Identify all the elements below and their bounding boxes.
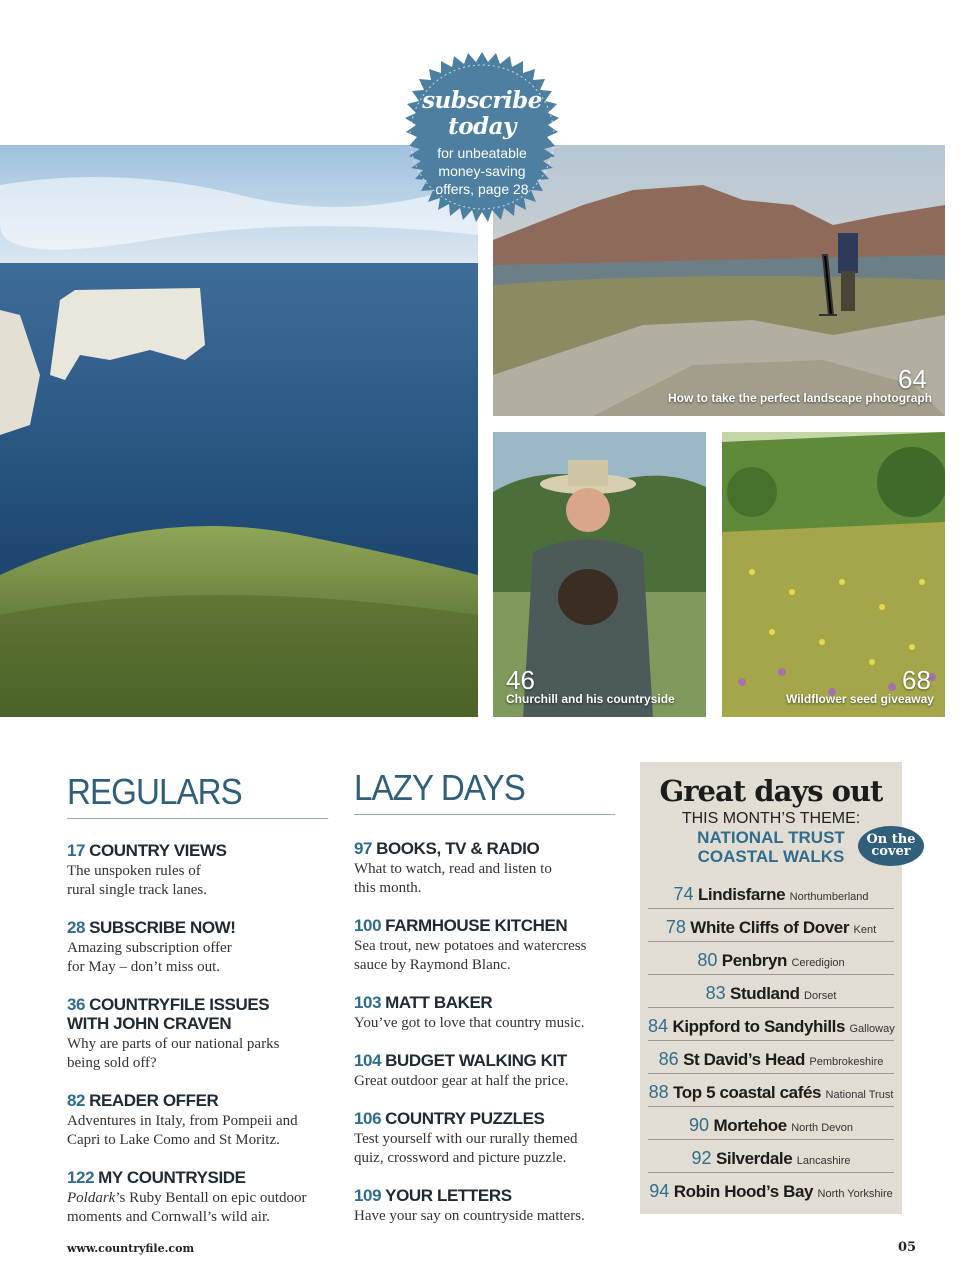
- item-desc-line: quiz, crossword and picture puzzle.: [354, 1150, 567, 1166]
- item-desc-line: this month.: [354, 880, 422, 896]
- walk-number: 80: [697, 950, 718, 970]
- item-desc-line: Sea trout, new potatoes and watercress: [354, 938, 587, 954]
- list-item[interactable]: [354, 1109, 616, 1168]
- badge-sub-1: for unbeatable: [437, 145, 527, 161]
- item-number: 109: [354, 1186, 382, 1205]
- walk-row[interactable]: [648, 1041, 894, 1074]
- churchill-page-number: 46: [506, 665, 535, 695]
- list-item[interactable]: [354, 993, 616, 1033]
- regulars-heading: REGULARS: [67, 772, 328, 819]
- item-number: 100: [354, 916, 382, 935]
- item-title: COUNTRYFILE ISSUES: [89, 995, 270, 1014]
- item-desc-line: What to watch, read and listen to: [354, 861, 552, 877]
- walk-region: Northumberland: [789, 891, 869, 903]
- walk-row[interactable]: [648, 1173, 894, 1205]
- great-days-out-title: Great days out: [659, 774, 883, 808]
- lazy-days-section: [354, 768, 616, 1244]
- item-desc-italic: Poldark: [67, 1190, 116, 1206]
- list-item[interactable]: [354, 916, 616, 975]
- walk-number: 84: [648, 1016, 669, 1036]
- walk-name: Mortehoe: [713, 1116, 787, 1135]
- walk-number: 86: [658, 1049, 679, 1069]
- walk-region: Dorset: [804, 990, 837, 1002]
- item-desc-line: Capri to Lake Como and St Moritz.: [67, 1132, 280, 1148]
- badge-title-1: subscribe: [422, 87, 542, 114]
- theme-line-1: NATIONAL TRUST: [697, 828, 845, 847]
- walk-region: Pembrokeshire: [809, 1056, 884, 1068]
- on-cover-line-1: On the: [866, 832, 916, 847]
- walk-number: 92: [691, 1148, 712, 1168]
- list-item[interactable]: [354, 1186, 616, 1226]
- item-number: 28: [67, 918, 86, 937]
- item-title: BUDGET WALKING KIT: [385, 1051, 567, 1070]
- item-desc-line: sauce by Raymond Blanc.: [354, 957, 511, 973]
- item-desc-line: ’s Ruby Bentall on epic outdoor: [115, 1190, 307, 1206]
- lazy-days-heading: LAZY DAYS: [354, 768, 615, 815]
- item-number: 103: [354, 993, 382, 1012]
- walk-row[interactable]: [648, 975, 894, 1008]
- item-number: 106: [354, 1109, 382, 1128]
- list-item[interactable]: [354, 839, 616, 898]
- item-desc-line: Adventures in Italy, from Pompeii and: [67, 1113, 298, 1129]
- landscape-page-number: 64: [898, 364, 927, 394]
- item-desc-line: moments and Cornwall’s wild air.: [67, 1209, 270, 1225]
- walk-name: Top 5 coastal cafés: [673, 1083, 822, 1102]
- item-title: COUNTRY VIEWS: [89, 841, 227, 860]
- item-desc-line: The unspoken rules of: [67, 863, 201, 879]
- item-desc-line: Great outdoor gear at half the price.: [354, 1073, 569, 1089]
- wildflower-caption: Wildflower seed giveaway: [786, 692, 934, 706]
- item-number: 17: [67, 841, 86, 860]
- badge-title-2: today: [448, 113, 516, 140]
- item-number: 122: [67, 1168, 95, 1187]
- on-the-cover-badge: [858, 826, 924, 866]
- walk-number: 83: [705, 983, 726, 1003]
- item-desc-line: Have your say on countryside matters.: [354, 1208, 585, 1224]
- walk-region: Kent: [853, 924, 877, 936]
- walk-name: Penbryn: [721, 951, 788, 970]
- walk-row[interactable]: [648, 909, 894, 942]
- walk-name: White Cliffs of Dover: [690, 918, 850, 937]
- item-number: 36: [67, 995, 86, 1014]
- walk-name: Robin Hood’s Bay: [673, 1182, 814, 1201]
- walk-number: 78: [665, 917, 686, 937]
- walk-number: 90: [688, 1115, 710, 1135]
- list-item[interactable]: [67, 995, 329, 1073]
- walk-row[interactable]: [648, 1074, 894, 1107]
- walk-name: Silverdale: [715, 1149, 793, 1168]
- page-number: 05: [898, 1240, 917, 1255]
- footer-url[interactable]: www.countryfile.com: [67, 1242, 195, 1255]
- theme-line-2: COASTAL WALKS: [697, 847, 845, 866]
- list-item[interactable]: [67, 918, 329, 977]
- walk-number: 94: [649, 1181, 670, 1201]
- walk-region: Ceredigion: [791, 957, 845, 969]
- walk-region: Galloway: [849, 1023, 895, 1035]
- badge-sub-2: money-saving: [438, 163, 526, 179]
- list-item[interactable]: [67, 1091, 329, 1150]
- item-desc-line: being sold off?: [67, 1055, 157, 1071]
- landscape-caption: How to take the perfect landscape photograph: [668, 391, 933, 405]
- item-title: MY COUNTRYSIDE: [98, 1168, 246, 1187]
- theme-label: THIS MONTH’S THEME:: [681, 810, 861, 827]
- item-title: FARMHOUSE KITCHEN: [385, 916, 568, 935]
- item-desc-line: Test yourself with our rurally themed: [354, 1131, 578, 1147]
- walk-row[interactable]: [648, 1140, 894, 1173]
- item-number: 97: [354, 839, 373, 858]
- great-days-out-panel: [640, 762, 902, 1214]
- item-desc-line: rural single track lanes.: [67, 882, 207, 898]
- list-item[interactable]: [354, 1051, 616, 1091]
- item-title: COUNTRY PUZZLES: [385, 1109, 545, 1128]
- item-title-line2: WITH JOHN CRAVEN: [67, 1014, 232, 1033]
- walk-name: Lindisfarne: [697, 885, 786, 904]
- walk-name: St David’s Head: [683, 1050, 805, 1069]
- item-title: MATT BAKER: [385, 993, 493, 1012]
- subscribe-badge[interactable]: [385, 40, 579, 234]
- wildflower-page-number: 68: [902, 665, 931, 695]
- walk-region: North Yorkshire: [817, 1188, 893, 1200]
- item-desc-line: You’ve got to love that country music.: [354, 1015, 585, 1031]
- item-title: YOUR LETTERS: [385, 1186, 512, 1205]
- badge-sub-3: offers, page 28: [435, 181, 529, 197]
- item-desc-line: Why are parts of our national parks: [67, 1036, 280, 1052]
- list-item[interactable]: [67, 1168, 329, 1227]
- item-title: READER OFFER: [89, 1091, 219, 1110]
- walk-region: Lancashire: [796, 1155, 851, 1167]
- walk-name: Kippford to Sandyhills: [672, 1017, 846, 1036]
- walk-region: National Trust: [825, 1089, 894, 1101]
- item-desc-line: for May – don’t miss out.: [67, 959, 221, 975]
- on-cover-line-2: cover: [871, 844, 911, 859]
- regulars-section: [67, 772, 329, 1245]
- walks-list: [648, 876, 894, 1205]
- item-number: 82: [67, 1091, 86, 1110]
- walk-row[interactable]: [648, 876, 894, 909]
- walk-name: Studland: [730, 984, 800, 1003]
- item-title: BOOKS, TV & RADIO: [376, 839, 540, 858]
- list-item[interactable]: [67, 841, 329, 900]
- item-desc-line: Amazing subscription offer: [67, 940, 232, 956]
- churchill-caption: Churchill and his countryside: [506, 692, 675, 706]
- walk-row[interactable]: [648, 1107, 894, 1140]
- walk-number: 88: [648, 1082, 669, 1102]
- walk-row[interactable]: [648, 942, 894, 975]
- walk-number: 74: [673, 884, 694, 904]
- walk-row[interactable]: [648, 1008, 894, 1041]
- item-number: 104: [354, 1051, 382, 1070]
- item-title: SUBSCRIBE NOW!: [89, 918, 236, 937]
- walk-region: North Devon: [791, 1122, 853, 1134]
